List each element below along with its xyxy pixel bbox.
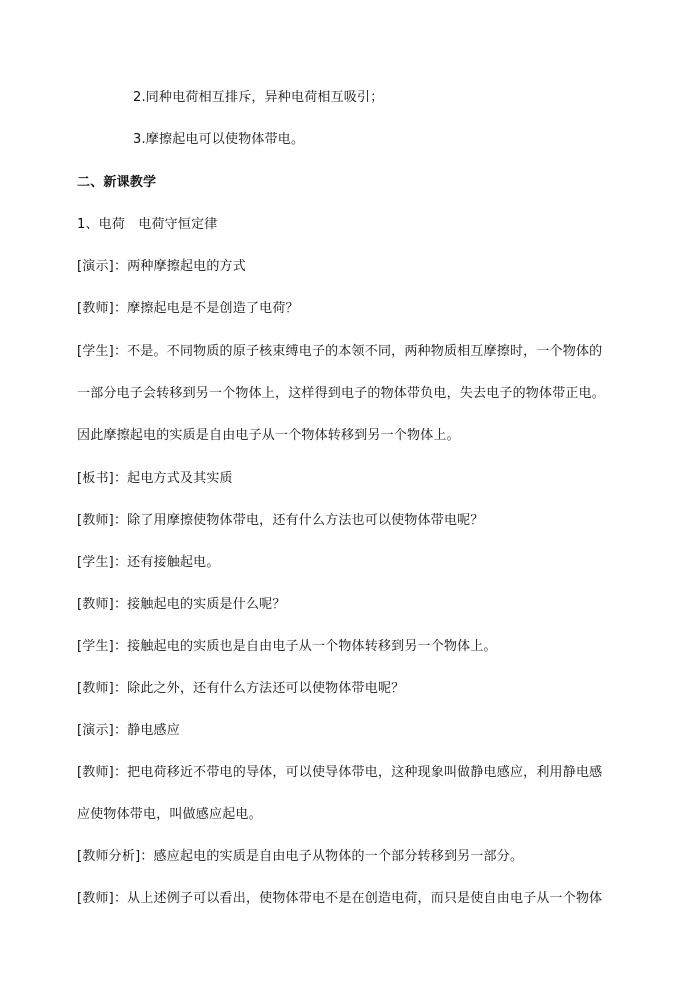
student-answer-2: [学生]：还有接触起电。 bbox=[77, 555, 220, 570]
subsection-heading: 1、电荷 电荷守恒定律 bbox=[77, 217, 218, 232]
student-answer-line-1: [学生]：不是。不同物质的原子核束缚电子的本领不同，两种物质相互摩擦时，一个物体的 bbox=[77, 344, 603, 359]
demo-line-2: [演示]：静电感应 bbox=[77, 723, 180, 738]
teacher-question: [教师]：摩擦起电是不是创造了电荷？ bbox=[77, 301, 299, 316]
student-answer-line-2: 一部分电子会转移到另一个物体上，这样得到电子的物体带负电，失去电子的物体带正电。 bbox=[77, 386, 606, 401]
student-answer-3: [学生]：接触起电的实质也是自由电子从一个物体转移到另一个物体上。 bbox=[77, 639, 497, 654]
teacher-question-3: [教师]：接触起电的实质是什么呢？ bbox=[77, 597, 286, 612]
section-heading: 二、新课教学 bbox=[77, 175, 157, 190]
board-note: [板书]：起电方式及其实质 bbox=[77, 471, 233, 486]
teacher-conclusion: [教师]：从上述例子可以看出，使物体带电不是在创造电荷，而只是使自由电子从一个物体 bbox=[77, 891, 603, 906]
demo-line: [演示]：两种摩擦起电的方式 bbox=[77, 259, 246, 274]
teacher-explanation-line-1: [教师]：把电荷移近不带电的导体，可以使导体带电，这种现象叫做静电感应，利用静电感 bbox=[77, 765, 603, 780]
review-point-2: 2.同种电荷相互排斥，异种电荷相互吸引； bbox=[133, 90, 384, 105]
teacher-question-2: [教师]：除了用摩擦使物体带电，还有什么方法也可以使物体带电呢？ bbox=[77, 513, 484, 528]
teacher-question-4: [教师]：除此之外，还有什么方法还可以使物体带电呢？ bbox=[77, 681, 405, 696]
review-point-3: 3.摩擦起电可以使物体带电。 bbox=[133, 132, 305, 147]
teacher-explanation-line-2: 应使物体带电，叫做感应起电。 bbox=[77, 807, 262, 822]
teacher-analysis: [教师分析]：感应起电的实质是自由电子从物体的一个部分转移到另一部分。 bbox=[77, 849, 524, 864]
student-answer-line-3: 因此摩擦起电的实质是自由电子从一个物体转移到另一个物体上。 bbox=[77, 428, 460, 443]
